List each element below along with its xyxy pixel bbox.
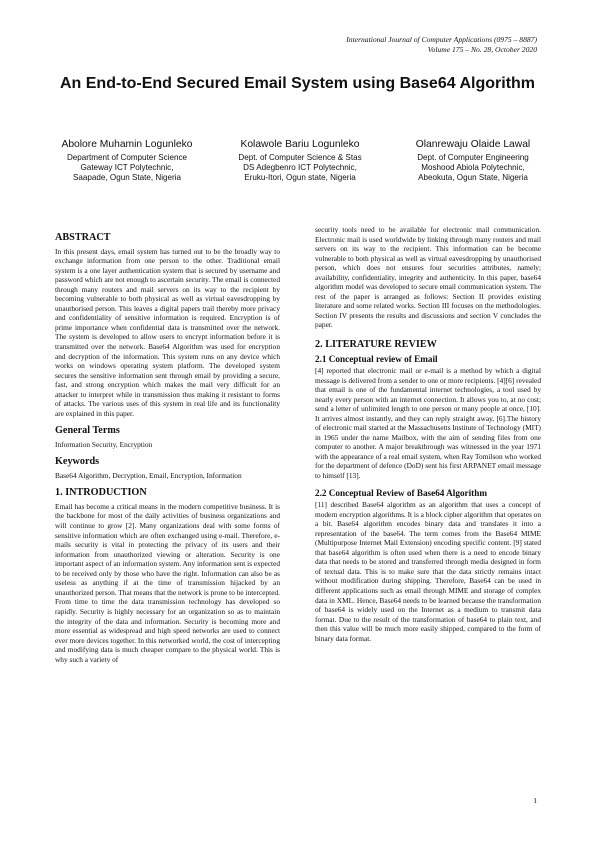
email-review-heading: 2.1 Conceptual review of Email	[315, 353, 438, 364]
introduction-text-continued: security tools need to be available for electronic mail communication. Electronic mail is used worldwide by linking through many routers and mail servers on its way to the recipient. This information can be become vulnerable to both physical as well as virtual eavesdropping by unauthorised person, which does not ensures four securities attributes, namely; availability, confidentiality, integrity and authenticity. In this paper, base64 algorithm model was developed to secure email communication system. The rest of the paper is arranged as follows: Section II provides existing literature and some related works. Section III focuses on the methodologies. Section IV presents the results and discussions and section V concludes the paper.	[315, 225, 541, 330]
author-inst: DS Adegbenro ICT Polytechnic,	[243, 163, 357, 172]
journal-volume: Volume 175 – No. 28, October 2020	[427, 45, 537, 54]
author-loc: Saapade, Ogun State, Nigeria	[73, 173, 181, 182]
keywords-text: Base64 Algorithm, Decryption, Email, Encryption, Information	[55, 470, 242, 480]
author-inst: Moshood Abiola Polytechnic,	[421, 163, 525, 172]
general-terms-heading: General Terms	[55, 425, 120, 437]
right-column	[315, 225, 541, 643]
author-loc: Abeokuta, Ogun State, Nigeria	[418, 173, 528, 182]
page-number: 1	[533, 796, 537, 805]
keywords-heading: Keywords	[55, 456, 100, 468]
base64-review-text: [11] described Base64 algorithm as an algorithm that uses a concept of modern encryption algorithms. It is a block cipher algorithm that operates on a bit. Base64 algorithm encodes binary data and translates it into a representation of the base64. The term comes from the Base64 MIME (Multipurpose Internet Mail Extension) encoding specific content. [9] stated that base64 algorithm is often used when there is a need to encode binary data that needs to be stored and transferred through media designed in form of textual data. This is to make sure that the data strictly remains intact without modification during shipping. Therefore, Base64 can be used in different applications such as email through MIME and storage of complex data in XML. Hence, Base64 needs to be learned because the transformation of base64 is widely used on the Internet as a medium to transmit data format. Due to the result of the transformation of base64 to plain text, and then this value will be much more easily shipped, compared to the form of binary data format.	[315, 500, 541, 643]
journal-header	[237, 35, 537, 55]
author-1	[42, 138, 212, 183]
introduction-text: Email has become a critical means in the modern competitive business. It is the backbone for most of the daily activities of business organizations and will continue to grow [2]. Many organizations deal with some forms of sensitive information which are often exchanged using e-mail. Therefore, e-mails security is vital in protecting the privacy of its users and their information from unauthorized viewing or alteration. Security is one important aspect of an information system. Any information sent is expected to be received only by those who have the right. Information can also be as useless as anything if at the time of transmission hijacked by an unauthorized person. That means that the network is prone to be intercepted. From time to time the data transmission technology has developed so rapidly. Security is highly necessary for an organization so as to maintain the integrity of the data and information. Security is becoming more and more essential as widespread and high speed networks are used to connect ever more devices together. In this networked world, the cost of intercepting and modifying data is much cheaper compare to the physical world. This is why such a variety of	[55, 501, 280, 664]
author-dept: Dept. of Computer Engineering	[417, 153, 529, 162]
literature-heading: 2. LITERATURE REVIEW	[315, 339, 437, 351]
introduction-heading: 1. INTRODUCTION	[55, 487, 147, 499]
author-dept: Department of Computer Science	[66, 153, 188, 162]
author-dept: Dept. of Computer Science & Stas	[238, 153, 362, 162]
author-3	[388, 138, 558, 183]
abstract-heading: ABSTRACT	[55, 232, 111, 243]
abstract-text: In this present days, email system has turned out to be the broadly way to exchange information from one person to the other. Traditional email system is a one layer authentication system that is secured by username and password which are not enough to ascertain security. The email is connected through many routers and mail servers on its way to the recipient by becoming vulnerable to both physical as well as virtual eavesdropping by unauthorised person. This leaves a digital papers trail thereby more privacy and confidentiality of sensitive information is required. Encryption is of prime importance when confidential data is transmitted over the network. The system is developed to allow users to encrypt information before it is transmitted over the network. Base64 Algorithm was used for encryption and decryption of the information. This system runs on any device which works on windows operating system platform. The developed system secures the sensitive information sent through email by providing a secure, fast, and strong encryption which makes the mail very difficult for an attacker to interpret while in transmission thus making it resistant to forms of attacks. The various uses of this system in real life and its functionality are explained in this paper.	[55, 246, 280, 418]
journal-name: International Journal of Computer Applications (0975 – 8887)	[346, 35, 537, 44]
left-column	[55, 232, 280, 664]
author-name: Kolawole Bariu Logunleko	[240, 139, 360, 150]
author-name: Abolore Muhamin Logunleko	[61, 139, 193, 150]
base64-review-heading: 2.2 Conceptual Review of Base64 Algorithm	[315, 487, 487, 498]
author-inst: Gateway ICT Polytechnic,	[80, 163, 174, 172]
general-terms-text: Information Security, Encryption	[55, 439, 153, 449]
author-block	[50, 138, 550, 192]
author-2	[215, 138, 385, 183]
email-review-text: [4] reported that electronic mail or e-mail is a method by which a digital message is delivered from a sender to one or more recipients. [4][6] revealed that email is one of the fundamental internet technologies, a tool used by nearly every person with an internet connection. It allows you to, at no cost; send a letter of unlimited length to one person or many people at once, [10]. It arrives almost instantly, and they can reply straight away, [6].The history of electronic mail started at the Massachusetts Institute of Technology (MIT) in 1965 under the name Mailbox, with the aim of sending files from one computer to another. A major breakthrough was witnessed in the year 1971 with the appearance of a real email system, when Ray Tomilson who worked for the department of defence (DoD) sent his first ARPANET email message to himself [13].	[315, 366, 541, 481]
paper-title: An End-to-End Secured Email System using Base64 Algorithm	[59, 75, 536, 92]
author-loc: Eruku-Itori, Ogun state, Nigeria	[244, 173, 356, 182]
author-name: Olanrewaju Olaide Lawal	[415, 139, 531, 150]
